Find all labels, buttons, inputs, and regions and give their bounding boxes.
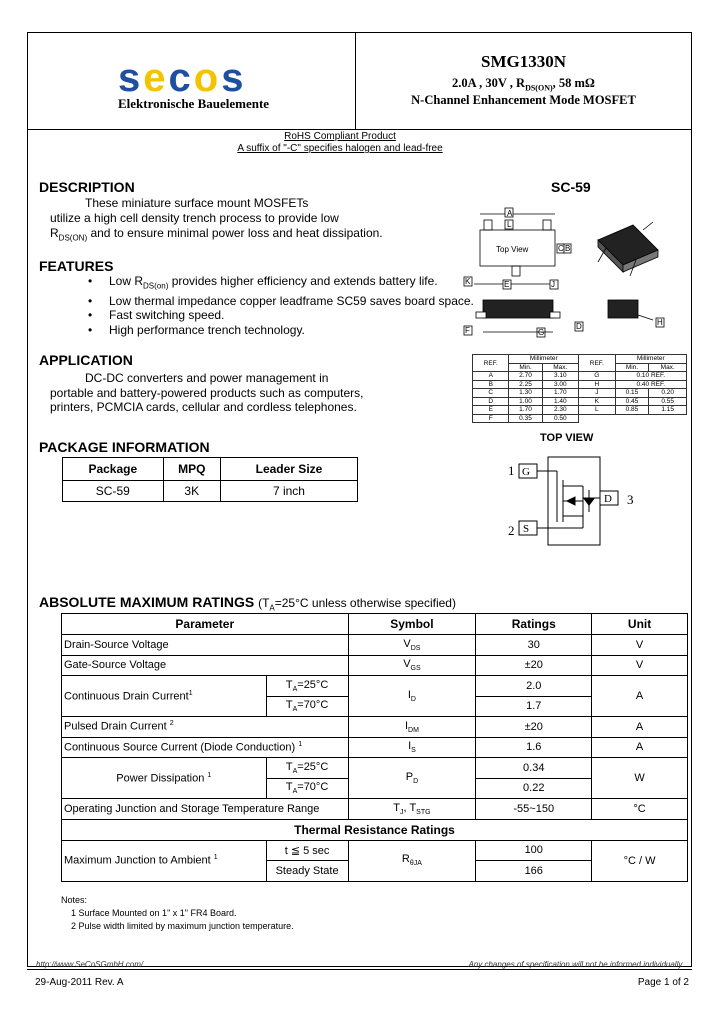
ratings-table: [61, 613, 688, 882]
table-cell: Continuous Source Current (Diode Conduction) $^1$: [62, 737, 349, 758]
dim-label: K: [465, 277, 471, 286]
table-cell: Steady State: [266, 861, 348, 882]
header-divider: [27, 129, 692, 130]
table-cell: 0.15: [615, 389, 649, 398]
table-header-row: [62, 819, 688, 840]
table-cell: J: [579, 389, 615, 398]
table-cell: 7 inch: [220, 481, 357, 502]
table-row: [473, 414, 687, 423]
table-header: Leader Size: [220, 458, 357, 481]
table-row: [62, 655, 688, 676]
company-logo: secos: [118, 56, 247, 100]
table-cell: $P_D$: [348, 758, 476, 799]
table-cell: 1.7: [476, 696, 592, 717]
table-cell: V: [592, 635, 688, 656]
table-header: MPQ: [163, 458, 220, 481]
package-info-title: PACKAGE INFORMATION: [39, 439, 210, 455]
table-cell: 30: [476, 635, 592, 656]
package-outline-drawing: [458, 200, 690, 345]
pin-number-3: 3: [627, 492, 634, 507]
table-header: Millimeter: [615, 355, 686, 364]
table-cell: $T_A=70^\circ C$: [266, 696, 348, 717]
footer-disclaimer: Any changes of specification will not be informed individually.: [468, 960, 684, 969]
table-cell: ±20: [476, 655, 592, 676]
table-cell: 100: [476, 840, 592, 861]
table-header: Max.: [542, 363, 579, 372]
list-item: • High performance trench technology.: [88, 323, 474, 338]
package-info-table: [62, 457, 358, 502]
dim-label: J: [551, 280, 555, 289]
table-header: Millimeter: [509, 355, 579, 364]
table-cell: 1.70: [542, 389, 579, 398]
dim-label: H: [657, 318, 663, 327]
table-cell: $I_S$: [348, 737, 476, 758]
table-header: Min.: [615, 363, 649, 372]
features-title: FEATURES: [39, 258, 114, 274]
table-cell: 0.50: [542, 414, 579, 423]
table-cell: Maximum Junction to Ambient $^1$: [62, 840, 267, 881]
table-header: REF.: [473, 355, 509, 372]
table-row: [62, 758, 688, 779]
table-cell: A: [592, 717, 688, 738]
table-header: Package: [63, 458, 164, 481]
part-number: SMG1330N: [481, 52, 566, 71]
notes: [61, 894, 294, 933]
table-cell: ±20: [476, 717, 592, 738]
table-cell: 1.70: [509, 406, 542, 415]
table-row: [473, 372, 687, 381]
table-cell: 3.10: [542, 372, 579, 381]
table-cell: 0.20: [649, 389, 687, 398]
package-drawing-title: SC-59: [551, 179, 591, 195]
table-cell: °C / W: [592, 840, 688, 881]
table-row: [473, 380, 687, 389]
rohs-suffix-line: A suffix of "-C" specifies halogen and lead-free: [237, 143, 443, 154]
table-cell: 2.30: [542, 406, 579, 415]
table-row: [473, 406, 687, 415]
table-cell: V: [592, 655, 688, 676]
table-row: [63, 481, 358, 502]
list-item: • Fast switching speed.: [88, 308, 474, 323]
table-cell: 1.40: [542, 397, 579, 406]
table-cell: 0.85: [615, 406, 649, 415]
footer-url[interactable]: http://www.SeCoSGmbH.com/: [36, 960, 144, 969]
table-cell: $I_{DM}$: [348, 717, 476, 738]
rohs-line: RoHS Compliant Product: [284, 131, 396, 142]
table-cell: Continuous Drain Current$^1$: [62, 676, 267, 717]
dimension-table: [472, 354, 687, 423]
notes-title: Notes:: [61, 895, 88, 905]
dim-label: B: [565, 244, 571, 253]
table-cell: 0.22: [476, 778, 592, 799]
table-cell: 1.30: [509, 389, 542, 398]
description-line: $R_{DS(ON)}$ and to ensure minimal power loss and heat dissipation.: [50, 226, 383, 243]
table-header: Thermal Resistance Ratings: [62, 819, 688, 840]
table-cell: Drain-Source Voltage: [62, 635, 349, 656]
application-title: APPLICATION: [39, 352, 133, 368]
table-cell: $V_{DS}$: [348, 635, 476, 656]
description-line: utilize a high cell density trench process to provide low: [50, 211, 339, 225]
dim-label: G: [538, 328, 545, 337]
features-list: [48, 274, 474, 337]
table-cell: Power Dissipation $^1$: [62, 758, 267, 799]
table-cell: A: [473, 372, 509, 381]
table-cell: Gate-Source Voltage: [62, 655, 349, 676]
table-cell: 3K: [163, 481, 220, 502]
table-cell: L: [579, 406, 615, 415]
table-header: Ratings: [476, 614, 592, 635]
dim-label: F: [465, 326, 470, 335]
table-cell: 2.25: [509, 380, 542, 389]
table-header-row: [62, 614, 688, 635]
table-row: [62, 737, 688, 758]
footer-date: 29-Aug-2011 Rev. A: [35, 977, 124, 988]
table-cell: °C: [592, 799, 688, 820]
footer-divider: [27, 969, 692, 970]
table-cell: Operating Junction and Storage Temperature Range: [62, 799, 349, 820]
table-cell: G: [579, 372, 615, 381]
dim-label: D: [576, 322, 582, 331]
list-item: • Low $R_{DS(on)}$ provides higher efficiency and extends battery life.: [88, 274, 474, 294]
pin-label-s: S: [523, 523, 530, 535]
table-cell: A: [592, 737, 688, 758]
top-view-title: TOP VIEW: [540, 432, 594, 444]
table-header: Min.: [509, 363, 542, 372]
table-cell: D: [473, 397, 509, 406]
table-cell: $T_A=25^\circ C$: [266, 758, 348, 779]
table-cell: Pulsed Drain Current $^2$: [62, 717, 349, 738]
table-header: Parameter: [62, 614, 349, 635]
table-cell: 166: [476, 861, 592, 882]
description-title: DESCRIPTION: [39, 179, 135, 195]
table-cell: H: [579, 380, 615, 389]
table-cell: $T_A=70^\circ C$: [266, 778, 348, 799]
part-spec: 2.0A , 30V , $R_{DS(ON)}$, 58 mΩ: [452, 76, 595, 93]
table-cell: -55~150: [476, 799, 592, 820]
table-cell: 0.40 REF.: [615, 380, 686, 389]
dim-label: E: [504, 280, 510, 289]
table-cell: $T_A=25^\circ C$: [266, 676, 348, 697]
table-cell: SC-59: [63, 481, 164, 502]
table-cell: B: [473, 380, 509, 389]
table-cell: A: [592, 676, 688, 717]
table-header-row: [63, 458, 358, 481]
part-description: N-Channel Enhancement Mode MOSFET: [411, 93, 636, 107]
table-row: [62, 676, 688, 697]
table-cell: 0.55: [649, 397, 687, 406]
table-cell: 0.45: [615, 397, 649, 406]
footer-page: Page 1 of 2: [637, 977, 689, 988]
table-row: [62, 635, 688, 656]
list-item: • Low thermal impedance copper leadframe SC59 saves board space.: [88, 294, 474, 309]
company-subtitle: Elektronische Bauelemente: [118, 96, 270, 111]
pin-label-g: G: [522, 466, 530, 478]
top-view-label: Top View: [496, 245, 529, 254]
application-line: portable and battery-powered products such as computers,: [50, 386, 364, 400]
table-cell: F: [473, 414, 509, 423]
application-line: printers, PCMCIA cards, cellular and cordless telephones.: [50, 400, 357, 414]
table-cell: 3.00: [542, 380, 579, 389]
table-header-row: [473, 355, 687, 364]
table-cell: W: [592, 758, 688, 799]
table-cell: 2.0: [476, 676, 592, 697]
table-header: Symbol: [348, 614, 476, 635]
table-cell: t ≦ 5 sec: [266, 840, 348, 861]
pin-number-1: 1: [508, 463, 515, 478]
table-cell: C: [473, 389, 509, 398]
table-row: [62, 717, 688, 738]
dim-label: C: [558, 244, 564, 253]
table-cell: 0.34: [476, 758, 592, 779]
table-row: [473, 389, 687, 398]
table-row: [62, 840, 688, 861]
table-header: Unit: [592, 614, 688, 635]
table-cell: 0.35: [509, 414, 542, 423]
table-cell: 0.10 REF.: [615, 372, 686, 381]
application-line: DC-DC converters and power management in: [85, 371, 329, 385]
dim-label: L: [507, 220, 512, 229]
table-cell: 1.6: [476, 737, 592, 758]
table-cell: 1.00: [509, 397, 542, 406]
pin-number-2: 2: [508, 523, 515, 538]
table-header: Max.: [649, 363, 687, 372]
table-cell: E: [473, 406, 509, 415]
table-cell: K: [579, 397, 615, 406]
note-item: 2 Pulse width limited by maximum junction temperature.: [71, 921, 294, 931]
pinout-diagram: [505, 450, 645, 550]
table-cell: $R_{\theta JA}$: [348, 840, 476, 881]
table-header: REF.: [579, 355, 615, 372]
table-cell: $I_D$: [348, 676, 476, 717]
dim-label: A: [507, 209, 513, 218]
pin-label-d: D: [604, 493, 612, 505]
table-cell: $V_{GS}$: [348, 655, 476, 676]
table-cell: $T_J$, $T_{STG}$: [348, 799, 476, 820]
ratings-title: ABSOLUTE MAXIMUM RATINGS ($T_A=25^\circ C$ unless otherwise specified): [39, 594, 456, 613]
table-cell: 2.70: [509, 372, 542, 381]
description-line: These miniature surface mount MOSFETs: [85, 196, 309, 210]
note-item: 1 Surface Mounted on 1" x 1" FR4 Board.: [71, 908, 237, 918]
table-row: [62, 799, 688, 820]
table-row: [473, 397, 687, 406]
table-cell: 1.15: [649, 406, 687, 415]
